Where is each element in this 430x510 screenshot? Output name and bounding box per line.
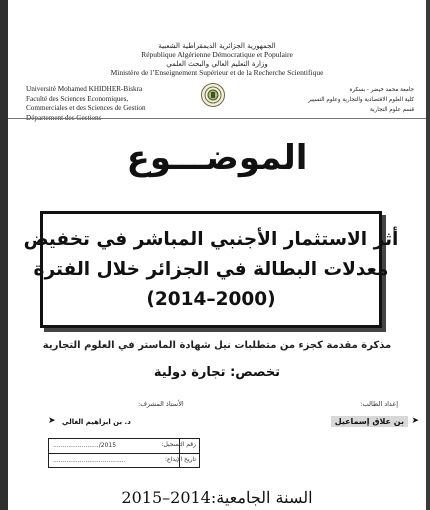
- faculty-name-fr-cont: Commerciales et des Sciences de Gestion: [26, 104, 146, 112]
- deposit-date: ......................................: [53, 457, 126, 464]
- student-name: بن علاق إسماعيل: [331, 416, 408, 427]
- institution-block-ar: [254, 85, 414, 115]
- university-logo-icon: [201, 83, 225, 107]
- registration-label: رقم التسجيل:: [161, 441, 196, 448]
- subject-heading: الموضـــوع: [126, 138, 308, 178]
- thesis-title-period: (2000–2014): [146, 288, 276, 310]
- supervisor-arrow-icon: ➤: [48, 416, 56, 426]
- faculty-name-ar: كلية العلوم الاقتصادية والتجارية وعلوم التسيير: [308, 97, 414, 103]
- thesis-title-line-1: أثر الاستثمار الأجنبي المباشر في تخفيض: [23, 228, 399, 250]
- student-label: إعداد الطالب:: [360, 400, 398, 408]
- faculty-name-fr: Faculté des Sciences Economiques,: [26, 94, 129, 103]
- thesis-title-box: [23, 211, 399, 328]
- university-name-fr: Université Mohamed KHIDHER-Biskra: [26, 85, 143, 93]
- specialty: تخصص: تجارة دولية: [153, 365, 281, 380]
- supervisor-name: د. بن ابراهيم الغالي: [62, 418, 131, 426]
- department-name-ar: قسم علوم التجارية: [369, 107, 414, 113]
- registration-row: [49, 439, 199, 454]
- header-ministry-fr: Ministère de l’Enseignement Supérieur et de la Recherche Scientifique: [110, 68, 324, 77]
- header-republic-fr: République Algérienne Démocratique et Populaire: [141, 50, 293, 59]
- academic-year: السنة الجامعية:2014–2015: [121, 488, 313, 507]
- viewer-frame-left: [0, 0, 8, 510]
- deposit-row: [49, 454, 199, 469]
- document-page: [8, 0, 426, 510]
- department-name-fr: Département des Gestions: [26, 113, 102, 122]
- header-republic-ar: الجمهورية الجزائرية الديمقراطية الشعبية: [158, 42, 276, 50]
- header-ministry-ar: وزارة التعليم العالي والبحث العلمي: [166, 60, 268, 68]
- registration-box: [48, 438, 200, 468]
- university-name-ar: جامعة محمد خيضر - بسكرة: [349, 87, 414, 93]
- viewer-frame-right: [426, 0, 430, 510]
- registration-number: ......................../2015: [53, 442, 117, 449]
- student-arrow-icon: ➤: [411, 416, 419, 426]
- memo-description: مذكرة مقدمة كجزء من متطلبات نيل شهادة الماستر في العلوم التجارية: [42, 340, 392, 351]
- thesis-title-line-2: معدلات البطالة في الجزائر خلال الفترة: [33, 258, 389, 280]
- deposit-label: تاريخ الإيداع:: [164, 456, 196, 463]
- supervisor-label: الأستاذ المشرف:: [138, 400, 184, 408]
- header-divider: [8, 118, 426, 119]
